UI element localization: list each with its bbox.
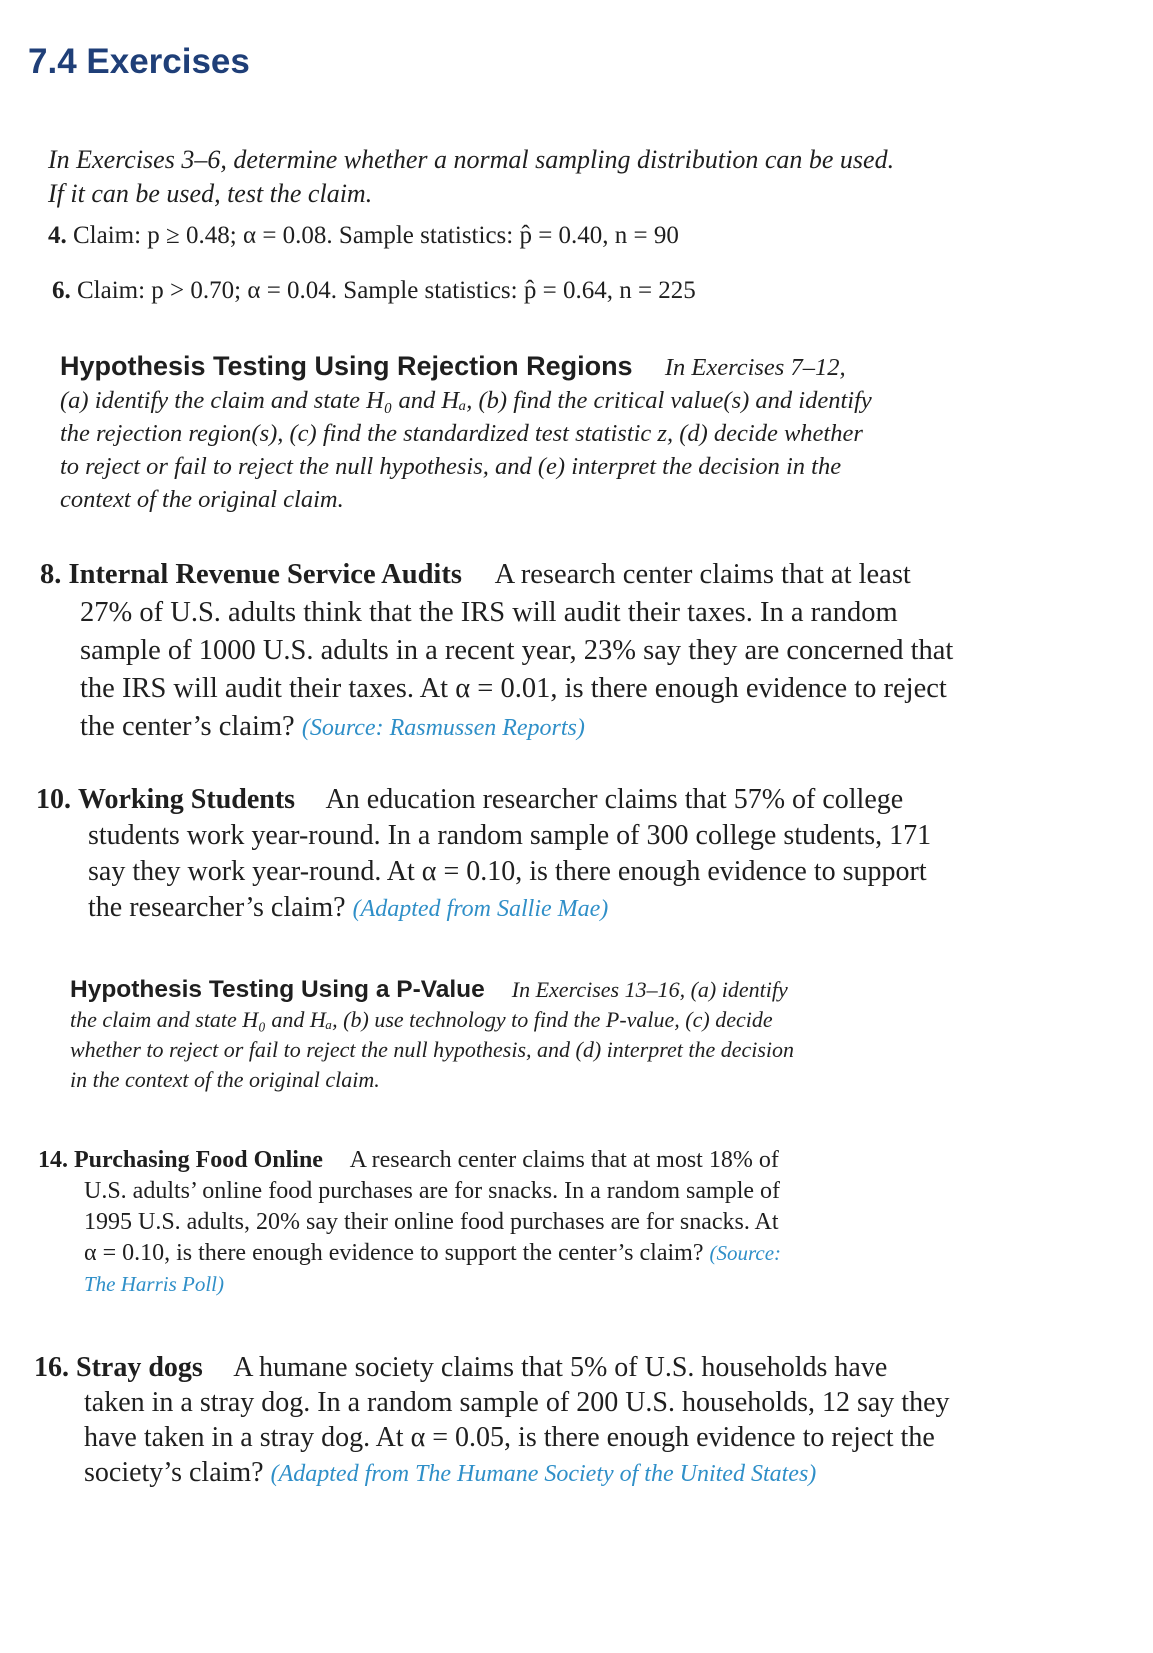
exercise-last-line [34,1455,1029,1492]
exercise-text: 1995 U.S. adults, 20% say their online food purchases are for snacks. At [84,1209,779,1235]
exercise-text: taken in a stray dog. In a random sample of 200 U.S. households, 12 say they [84,1387,950,1418]
exercise-8 [40,556,1153,756]
exercise-10 [36,782,1066,927]
section-text: the rejection region(s), (c) find the standardized test statistic z, (d) decide whether [60,420,863,447]
exercise-last-line [40,708,1153,747]
exercise-text: the center’s claim? [80,711,295,742]
exercise-first-line [34,1350,1029,1385]
exercise-text: α = 0.10, is there enough evidence to support the center’s claim? [84,1240,704,1266]
exercise-title: Internal Revenue Service Audits [68,559,462,590]
exercise-16 [34,1350,1029,1492]
exercise-text: A research center claims that at least [494,559,911,590]
section-text: context of the original claim. [60,486,344,513]
section-text: the claim and state H₀ and Hₐ, (b) use technology to find the P-value, (c) decide [70,1007,773,1032]
exercise-text: Claim: p ≥ 0.48; α = 0.08. Sample statistics: p̂ = 0.40, n = 90 [73,222,679,249]
exercise-text: A research center claims that at most 18% of [349,1147,779,1173]
exercise-text: An education researcher claims that 57% of college [325,784,904,815]
source-citation: The Harris Poll) [84,1272,225,1296]
exercise-text: society’s claim? [84,1457,264,1488]
exercise-line [38,1238,938,1269]
exercise-text: the IRS will audit their taxes. At α = 0.01, is there enough evidence to reject [80,673,947,704]
exercise-number: 10. [36,784,71,815]
exercise-first-line [36,782,1066,818]
section-text: in the context of the original claim. [70,1067,380,1092]
page-title: 7.4 Exercises [28,42,250,81]
exercise-text: students work year-round. In a random sample of 300 college students, 171 [88,820,932,851]
exercise-title: Stray dogs [76,1352,203,1383]
exercise-number: 4. [48,222,67,249]
exercise-text: have taken in a stray dog. At α = 0.05, is there enough evidence to reject the [84,1422,935,1453]
exercise-first-line [38,1145,938,1176]
exercise-number: 14. [38,1147,68,1173]
exercise-text: the researcher’s claim? [88,892,346,923]
section-first-line [60,350,1010,384]
exercise-text: A humane society claims that 5% of U.S. households have [233,1352,888,1383]
exercise-number: 8. [40,559,62,590]
section-text: to reject or fail to reject the null hypothesis, and (e) interpret the decision in the [60,453,842,480]
source-citation: (Adapted from The Humane Society of the United States) [270,1461,817,1487]
section-heading: Hypothesis Testing Using Rejection Regions [60,351,633,381]
section-text: In Exercises 13–16, (a) identify [511,977,788,1002]
intro-line: If it can be used, test the claim. [48,179,373,208]
exercise-last-line [36,890,1066,927]
exercise-text: say they work year-round. At α = 0.10, is there enough evidence to support [88,856,927,887]
exercise-text: 27% of U.S. adults think that the IRS will audit their taxes. In a random [80,597,898,628]
exercise-text: sample of 1000 U.S. adults in a recent year, 23% say they are concerned that [80,635,954,666]
exercise-text: U.S. adults’ online food purchases are for snacks. In a random sample of [84,1178,781,1204]
section-text: In Exercises 7–12, [664,354,846,381]
exercise-14 [38,1145,938,1300]
p-value-section [70,975,920,1095]
source-citation: (Source: [709,1241,782,1265]
exercise-number: 16. [34,1352,69,1383]
exercise-4 [48,222,679,250]
rejection-regions-section [60,350,1010,516]
intro-instructions [48,143,1108,211]
exercise-title: Purchasing Food Online [74,1147,323,1173]
exercise-title: Working Students [78,784,296,815]
section-text: (a) identify the claim and state H₀ and Hₐ, (b) find the critical value(s) and identify [60,387,872,414]
section-first-line [70,975,920,1005]
section-text: whether to reject or fail to reject the null hypothesis, and (d) interpret the decision [70,1037,795,1062]
intro-line: In Exercises 3–6, determine whether a normal sampling distribution can be used. [48,145,895,174]
exercise-first-line [40,556,1153,594]
exercise-number: 6. [52,277,71,304]
source-citation: (Source: Rasmussen Reports) [301,715,585,741]
section-heading: Hypothesis Testing Using a P-Value [70,976,485,1003]
source-citation: (Adapted from Sallie Mae) [352,896,609,922]
exercise-text: Claim: p > 0.70; α = 0.04. Sample statistics: p̂ = 0.64, n = 225 [77,277,696,304]
exercise-6 [52,277,696,305]
